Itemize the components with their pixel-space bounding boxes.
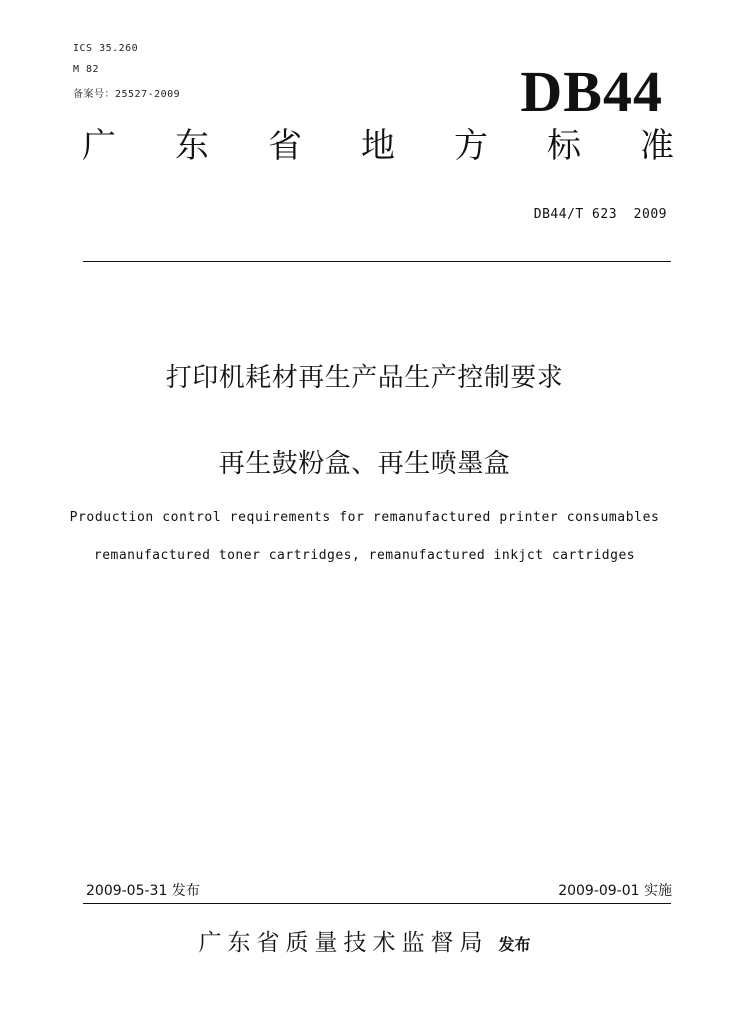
document-title: 打印机耗材再生产品生产控制要求 xyxy=(165,363,564,393)
issue-date: 2009-05-31 发布 xyxy=(86,883,200,899)
standard-number: DB44/T 623 2009 xyxy=(533,207,667,222)
document-subtitle: 再生鼓粉盒、再生喷墨盒 xyxy=(218,449,511,479)
publisher-name: 广东省质量技术监督局 xyxy=(198,930,489,956)
filing-number: 备案号：25527-2009 xyxy=(73,89,181,100)
publisher-line xyxy=(0,924,729,957)
standard-type-char: 标 xyxy=(547,126,581,166)
publish-label: 发布 xyxy=(498,935,531,954)
ics-code: ICS 35.260 xyxy=(73,43,139,54)
standard-type-char: 广 xyxy=(82,126,116,166)
standard-type-char: 东 xyxy=(175,126,209,166)
classification-code: M 82 xyxy=(73,64,100,75)
english-title-line-1: Production control requirements for remanufactured printer consumables xyxy=(69,510,660,525)
standard-logo: DB44 xyxy=(520,59,663,124)
footer-divider xyxy=(83,903,671,904)
standard-type-char: 地 xyxy=(361,126,395,166)
standard-type-heading xyxy=(82,124,674,168)
standard-type-char: 方 xyxy=(454,126,488,166)
implementation-date: 2009-09-01 实施 xyxy=(558,883,672,899)
header-divider xyxy=(83,261,671,262)
english-title-line-2: remanufactured toner cartridges, remanufactured inkjct cartridges xyxy=(93,548,636,563)
standard-type-char: 省 xyxy=(268,126,302,166)
standard-type-char: 准 xyxy=(640,126,674,166)
